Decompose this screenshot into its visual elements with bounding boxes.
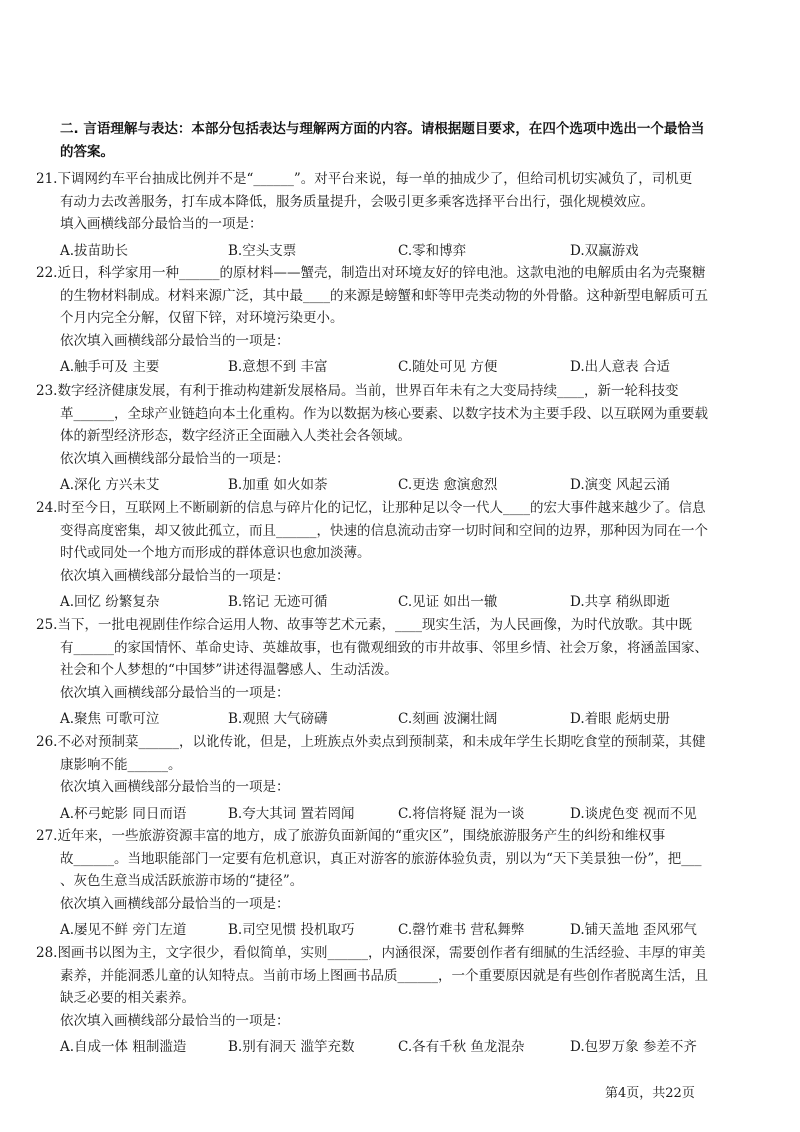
- option-b[interactable]: B.司空见惯 投机取巧: [228, 922, 355, 938]
- option-b[interactable]: B.别有洞天 滥竽充数: [228, 1039, 355, 1055]
- option-d[interactable]: D.双赢游戏: [570, 242, 639, 259]
- option-a[interactable]: A.深化 方兴未艾: [60, 477, 160, 493]
- question-number: 23.: [36, 383, 58, 399]
- option-a[interactable]: A.触手可及 主要: [60, 359, 160, 375]
- option-d[interactable]: D.谈虎色变 视而不见: [570, 805, 697, 822]
- question-stem-line: 下调网约车平台抽成比例并不是“______”。对平台来说，每一单的抽成少了，但给司机切实减负了，司机更: [57, 171, 693, 187]
- question-stem-line: 、灰色生意当成活跃旅游市场的“捷径”。: [60, 873, 304, 889]
- question-27: [36, 825, 764, 941]
- question-stem-line: 有动力去改善服务，打车成本降低，服务质量提升，会吸引更多乘客选择平台出行，强化规模效应。: [60, 193, 654, 210]
- question-stem-line: 缺乏必要的相关素养。: [60, 990, 195, 1006]
- question-prompt: 依次填入画横线部分最恰当的一项是：: [60, 684, 290, 701]
- question-number: 22.: [36, 265, 58, 281]
- option-b[interactable]: B.空头支票: [228, 242, 297, 259]
- option-b[interactable]: B.观照 大气磅礴: [228, 711, 328, 727]
- option-a[interactable]: A.杯弓蛇影 同日而语: [60, 805, 187, 822]
- question-number: 25.: [36, 617, 58, 633]
- option-c[interactable]: C.随处可见 方便: [398, 359, 498, 375]
- option-d[interactable]: D.演变 风起云涌: [570, 477, 670, 493]
- question-number: 27.: [36, 828, 58, 844]
- option-d[interactable]: D.出人意表 合适: [570, 359, 670, 375]
- options-row: [36, 919, 764, 941]
- option-a[interactable]: A.聚焦 可歌可泣: [60, 711, 160, 727]
- option-b[interactable]: B.意想不到 丰富: [228, 359, 328, 375]
- section-heading-line-1: 二. 言语理解与表达：本部分包括表达与理解两方面的内容。请根据题目要求，在四个选项中选出一个最恰当: [60, 121, 705, 137]
- question-26: [36, 731, 764, 825]
- section-heading: [60, 118, 750, 164]
- question-stem-line: 近年来，一些旅游资源丰富的地方，成了旅游负面新闻的“重灾区”，围绕旅游服务产生的纠纷和维权事: [57, 828, 666, 844]
- option-d[interactable]: D.共享 稍纵即逝: [570, 594, 670, 610]
- option-c[interactable]: C.见证 如出一辙: [398, 594, 498, 610]
- question-prompt: 依次填入画横线部分最恰当的一项是：: [60, 779, 290, 795]
- question-28: [36, 942, 764, 1058]
- question-prompt: 依次填入画横线部分最恰当的一项是：: [60, 567, 290, 584]
- question-number: 26.: [36, 734, 58, 750]
- option-b[interactable]: B.加重 如火如荼: [228, 477, 328, 493]
- question-stem-line: 时代或同处一个地方而形成的群体意识也愈加淡薄。: [60, 545, 371, 561]
- options-row: [36, 1036, 764, 1058]
- option-a[interactable]: A.自成一体 粗制滥造: [60, 1039, 187, 1055]
- question-stem-line: 体的新型经济形态，数字经济正全面融入人类社会各领域。: [60, 428, 411, 444]
- question-stem-line: 的生物材料制成。材料来源广泛，其中最____的来源是螃蟹和虾等甲壳类动物的外骨骼。这种新型电解质可五: [60, 287, 708, 304]
- question-stem-line: 革______，全球产业链趋向本土化重构。作为以数据为核心要素、以数字技术为主要手段、以互联网为重要载: [60, 405, 708, 422]
- question-21: [36, 168, 764, 262]
- option-b[interactable]: B.铭记 无迹可循: [228, 594, 328, 610]
- option-a[interactable]: A.回忆 纷繁复杂: [60, 594, 160, 610]
- options-row: [36, 356, 764, 378]
- page-number: 第4页，共22页: [605, 1086, 695, 1101]
- option-d[interactable]: D.包罗万象 参差不齐: [570, 1039, 697, 1055]
- question-number: 24.: [36, 500, 58, 516]
- option-d[interactable]: D.着眼 彪炳史册: [570, 711, 670, 727]
- question-stem-line: 时至今日，互联网上不断刷新的信息与碎片化的记忆，让那种足以令一代人____的宏大事件越来越少了。信息: [57, 500, 706, 516]
- options-row: [36, 240, 764, 262]
- section-heading-line-2: 的答案。: [60, 144, 114, 160]
- question-number: 21.: [36, 171, 58, 187]
- question-24: [36, 497, 764, 613]
- option-d[interactable]: D.铺天盖地 歪风邪气: [570, 922, 697, 938]
- question-stem-line: 不必对预制菜______，以讹传讹，但是，上班族点外卖点到预制菜，和未成年学生长期吃食堂的预制菜，其健: [57, 734, 706, 750]
- option-a[interactable]: A.拔苗助长: [60, 242, 129, 259]
- question-prompt: 依次填入画横线部分最恰当的一项是：: [60, 1012, 290, 1029]
- option-a[interactable]: A.屡见不鲜 旁门左道: [60, 922, 187, 938]
- question-stem-line: 变得高度密集，却又彼此孤立，而且______，快速的信息流动击穿一切时间和空间的边界，那种因为同在一个: [60, 522, 708, 539]
- question-stem-line: 当下，一批电视剧佳作综合运用人物、故事等艺术元素，____现实生活，为人民画像，为时代放歌。其中既: [57, 617, 692, 633]
- question-stem-line: 社会和个人梦想的“中国梦”讲述得温馨感人、生动活泼。: [60, 662, 398, 678]
- option-c[interactable]: C.罄竹难书 营私舞弊: [398, 922, 525, 938]
- option-c[interactable]: C.刻画 波澜壮阔: [398, 711, 498, 727]
- question-stem-line: 素养，并能洞悉儿童的认知特点。当前市场上图画书品质______，一个重要原因就是有些创作者脱离生活，且: [60, 967, 708, 984]
- question-stem-line: 故______。当地职能部门一定要有危机意识，真正对游客的旅游体验负责，别以为“天下美景独一份”，把___: [60, 850, 702, 867]
- question-prompt: 填入画横线部分最恰当的一项是：: [60, 216, 263, 232]
- options-row: [36, 708, 764, 730]
- question-25: [36, 614, 764, 730]
- option-c[interactable]: C.各有千秋 鱼龙混杂: [398, 1039, 525, 1055]
- options-row: [36, 803, 764, 825]
- options-row: [36, 591, 764, 613]
- question-prompt: 依次填入画横线部分最恰当的一项是：: [60, 332, 290, 349]
- question-prompt: 依次填入画横线部分最恰当的一项是：: [60, 895, 290, 912]
- option-b[interactable]: B.夸大其词 置若罔闻: [228, 805, 355, 822]
- option-c[interactable]: C.将信将疑 混为一谈: [398, 805, 525, 822]
- option-c[interactable]: C.更迭 愈演愈烈: [398, 477, 498, 493]
- question-stem-line: 图画书以图为主，文字很少，看似简单，实则______，内涵很深，需要创作者有细腻的生活经验、丰厚的审美: [57, 945, 706, 961]
- question-number: 28.: [36, 945, 58, 961]
- question-22: [36, 262, 764, 378]
- question-stem-line: 有______的家国情怀、革命史诗、英雄故事，也有微观细致的市井故事、邻里乡情、社会万象，将涵盖国家、: [60, 639, 708, 656]
- question-23: [36, 380, 764, 496]
- question-stem-line: 近日，科学家用一种______的原材料——蟹壳，制造出对环境友好的锌电池。这款电池的电解质由名为壳聚糖: [57, 265, 706, 281]
- question-stem-line: 康影响不能______。: [60, 756, 182, 773]
- question-stem-line: 数字经济健康发展，有利于推动构建新发展格局。当前，世界百年未有之大变局持续____，新一轮科技变: [57, 383, 679, 399]
- options-row: [36, 474, 764, 496]
- option-c[interactable]: C.零和博弈: [398, 242, 467, 259]
- question-stem-line: 个月内完全分解，仅留下锌，对环境污染更小。: [60, 310, 344, 326]
- question-prompt: 依次填入画横线部分最恰当的一项是：: [60, 450, 290, 467]
